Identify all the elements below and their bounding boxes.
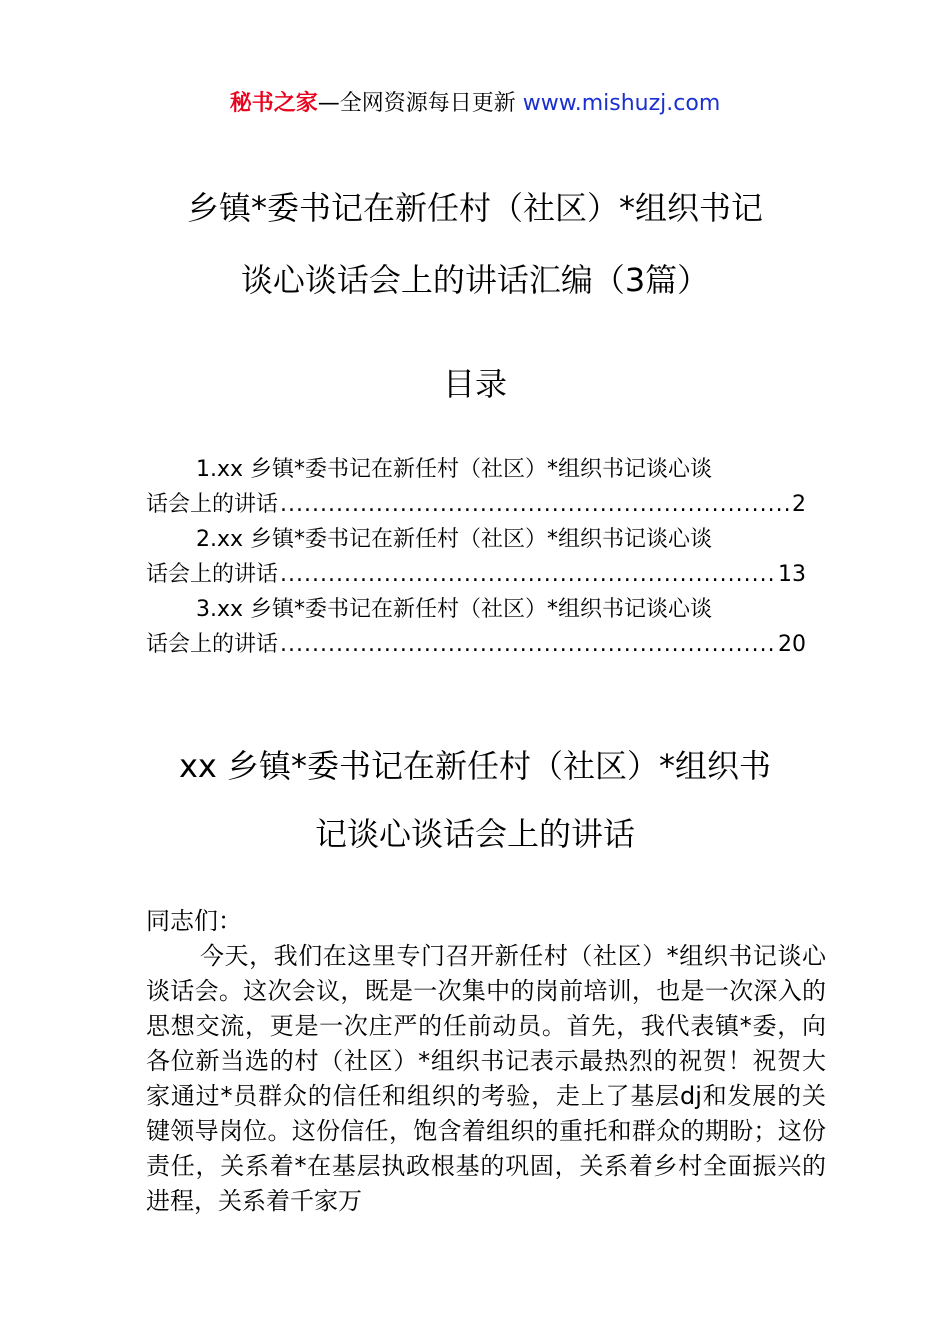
article-title-line-2: 记谈心谈话会上的讲话 [314,815,635,853]
site-header [0,88,950,120]
toc-page-number: 20 [778,632,806,657]
site-url-link[interactable]: www.mishuzj.com [522,91,721,116]
toc-dot-leader [280,557,776,592]
toc-entry-title-end: 话会上的讲话 [146,492,279,517]
table-of-contents [146,452,806,662]
document-title-line-2: 谈心谈话会上的讲话汇编（3篇） [240,261,710,299]
toc-page-number: 2 [792,492,806,517]
toc-entry-title: 2.xx 乡镇*委书记在新任村（社区）*组织书记谈心谈 [196,527,713,552]
article-body [146,904,826,1219]
toc-entry-continuation [146,487,806,522]
toc-entry-title: 3.xx 乡镇*委书记在新任村（社区）*组织书记谈心谈 [196,597,713,622]
document-title-line-1: 乡镇*委书记在新任村（社区）*组织书记 [186,189,763,227]
toc-entry[interactable] [146,592,806,662]
toc-entry-title-end: 话会上的讲话 [146,562,279,587]
site-tagline: —全网资源每日更新 [317,91,516,116]
toc-entry[interactable] [146,522,806,592]
toc-dot-leader [280,487,790,522]
toc-entry[interactable] [146,452,806,522]
salutation: 同志们： [146,907,242,935]
toc-heading: 目录 [442,365,507,403]
site-brand: 秘书之家 [229,91,318,116]
toc-entry-continuation [146,557,806,592]
toc-entry-title-end: 话会上的讲话 [146,632,279,657]
toc-entry-continuation [146,627,806,662]
article-title-line-1: xx 乡镇*委书记在新任村（社区）*组织书 [178,747,772,785]
toc-dot-leader [280,627,776,662]
body-paragraph: 今天，我们在这里专门召开新任村（社区）*组织书记谈心谈话会。这次会议，既是一次集中的岗前培训，也是一次深入的思想交流，更是一次庄严的任前动员。首先，我代表镇*委，向各位新当选的村（社区）*组织书记表示最热烈的祝贺！祝贺大家通过*员群众的信任和组织的考验，走上了基层dj和发展的关键领导岗位。这份信任，饱含着组织的重托和群众的期盼；这份责任，关系着*在基层执政根基的巩固，关系着乡村全面振兴的进程，关系着千家万 [146,942,826,1215]
toc-page-number: 13 [778,562,806,587]
toc-entry-title: 1.xx 乡镇*委书记在新任村（社区）*组织书记谈心谈 [196,457,713,482]
